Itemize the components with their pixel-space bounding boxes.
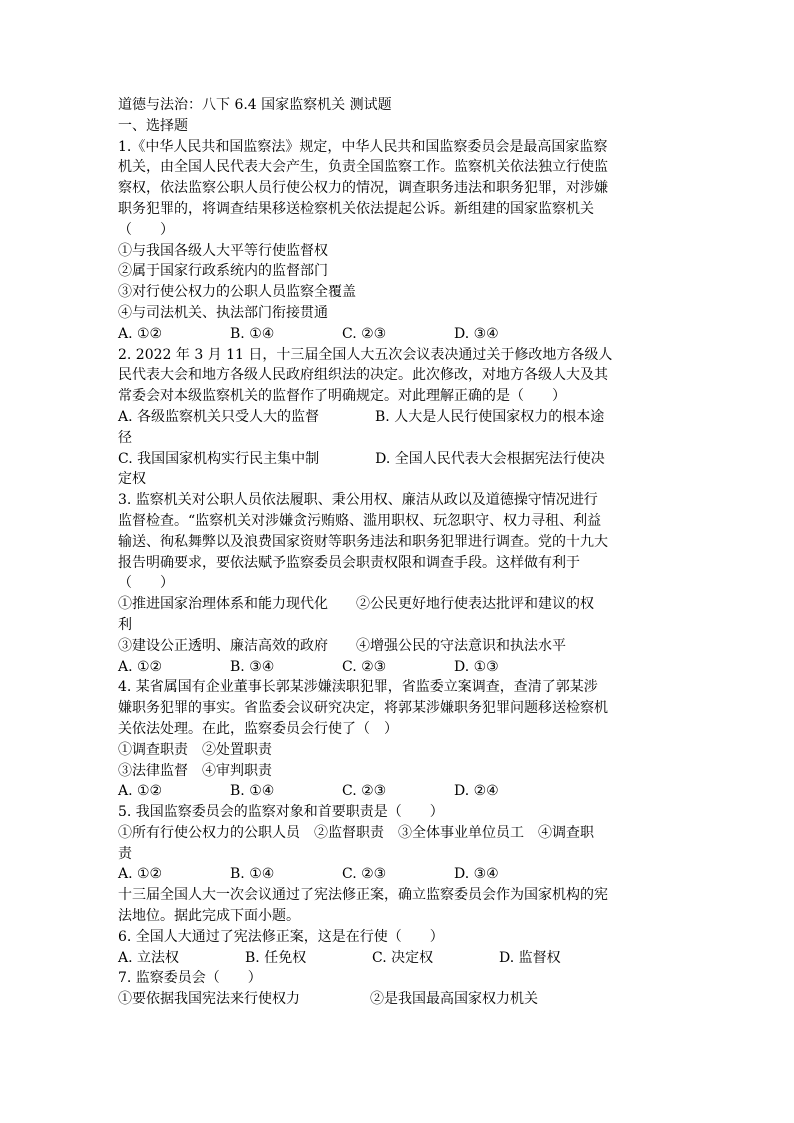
choice-c[interactable]: C. ②③ bbox=[342, 783, 387, 800]
question-text: 常委会对本级监察机关的监督作了明确规定。对此理解正确的是（ ） bbox=[118, 388, 566, 405]
exam-page bbox=[118, 95, 684, 1010]
choice-line[interactable]: 径 bbox=[118, 429, 132, 446]
statement-item: ①推进国家治理体系和能力现代化 ②公民更好地行使表达批评和建议的权 bbox=[118, 596, 594, 613]
answer-choices bbox=[118, 781, 684, 802]
choice-d[interactable]: D. ②④ bbox=[454, 783, 499, 800]
choice-a[interactable]: A. ①② bbox=[118, 866, 163, 883]
choice-b[interactable]: B. ③④ bbox=[230, 658, 275, 675]
statement-item: ①与我国各级人大平等行使监督权 bbox=[118, 242, 328, 259]
answer-choices bbox=[118, 948, 684, 969]
answer-blank: （ ） bbox=[118, 221, 174, 238]
question-text: 输送、徇私舞弊以及浪费国家资财等职务违法和职务犯罪进行调查。党的十九大 bbox=[118, 533, 608, 550]
choice-c[interactable]: C. ②③ bbox=[342, 325, 387, 342]
question-5 bbox=[118, 802, 684, 885]
choice-b[interactable]: B. 任免权 bbox=[245, 949, 307, 966]
statement-item: 利 bbox=[118, 616, 132, 633]
question-text: 民代表大会和地方各级人民政府组织法的决定。此次修改，对地方各级人大及其 bbox=[118, 367, 608, 384]
question-7 bbox=[118, 968, 684, 1010]
choice-d[interactable]: D. ③④ bbox=[454, 325, 499, 342]
question-text: 1.《中华人民共和国监察法》规定，中华人民共和国监察委员会是最高国家监察 bbox=[118, 138, 608, 155]
question-text: 机关，由全国人民代表大会产生，负责全国监察工作。监察机关依法独立行使监 bbox=[118, 159, 608, 176]
question-text: 报告明确要求，要依法赋予监察委员会职责权限和调查手段。这样做有利于 bbox=[118, 554, 580, 571]
question-1 bbox=[118, 137, 684, 345]
statement-item: ①所有行使公权力的公职人员 ②监督职责 ③全体事业单位员工 ④调查职 bbox=[118, 824, 594, 841]
choice-d[interactable]: D. ①③ bbox=[454, 658, 499, 675]
statement-item: ②属于国家行政系统内的监督部门 bbox=[118, 263, 328, 280]
choice-c[interactable]: C. ②③ bbox=[342, 658, 387, 675]
choice-d[interactable]: D. ③④ bbox=[454, 866, 499, 883]
statement-item: ④与司法机关、执法部门衔接贯通 bbox=[118, 304, 328, 321]
choice-line[interactable]: C. 我国国家机构实行民主集中制 D. 全国人民代表大会根据宪法行使决 bbox=[118, 450, 605, 467]
question-4 bbox=[118, 677, 684, 802]
answer-blank: （ ） bbox=[118, 575, 174, 592]
choice-a[interactable]: A. 立法权 bbox=[118, 949, 180, 966]
choice-d[interactable]: D. 监督权 bbox=[499, 949, 561, 966]
statement-item: 责 bbox=[118, 845, 132, 862]
question-6 bbox=[118, 927, 684, 969]
choice-b[interactable]: B. ①④ bbox=[230, 866, 275, 883]
choice-a[interactable]: A. ①② bbox=[118, 325, 163, 342]
doc-title: 道德与法治：八下 6.4 国家监察机关 测试题 bbox=[118, 97, 392, 113]
question-text: 4. 某省属国有企业董事长郭某涉嫌渎职犯罪，省监委立案调查，查清了郭某涉 bbox=[118, 679, 598, 696]
statement-item: ①调查职责 ②处置职责 bbox=[118, 741, 272, 758]
statement-item: ①要依据我国宪法来行使权力 ②是我国最高国家权力机关 bbox=[118, 991, 538, 1008]
question-text: 监督检查。“监察机关对涉嫌贪污贿赂、滥用职权、玩忽职守、权力寻租、利益 bbox=[118, 512, 602, 529]
choice-line[interactable]: A. 各级监察机关只受人大的监督 B. 人大是人民行使国家权力的根本途 bbox=[118, 408, 605, 425]
answer-choices bbox=[118, 657, 684, 678]
statement-item: ③法律监督 ④审判职责 bbox=[118, 762, 272, 779]
material-text: 十三届全国人大一次会议通过了宪法修正案，确立监察委员会作为国家机构的宪 bbox=[118, 887, 608, 904]
section-heading: 一、选择题 bbox=[118, 117, 188, 134]
question-2 bbox=[118, 345, 684, 491]
choice-a[interactable]: A. ①② bbox=[118, 783, 163, 800]
question-text: 6. 全国人大通过了宪法修正案，这是在行使（ ） bbox=[118, 928, 444, 945]
question-3 bbox=[118, 490, 684, 677]
question-text: 5. 我国监察委员会的监察对象和首要职责是（ ） bbox=[118, 804, 444, 821]
choice-b[interactable]: B. ①④ bbox=[230, 325, 275, 342]
statement-item: ③对行使公权力的公职人员监察全覆盖 bbox=[118, 284, 356, 301]
choice-c[interactable]: C. 决定权 bbox=[372, 949, 434, 966]
question-text: 3. 监察机关对公职人员依法履职、秉公用权、廉洁从政以及道德操守情况进行 bbox=[118, 492, 598, 509]
choice-line[interactable]: 定权 bbox=[118, 471, 146, 488]
choice-c[interactable]: C. ②③ bbox=[342, 866, 387, 883]
question-text: 嫌职务犯罪的事实。省监委会议研究决定，将郭某涉嫌职务犯罪问题移送检察机 bbox=[118, 700, 608, 717]
choice-b[interactable]: B. ①④ bbox=[230, 783, 275, 800]
answer-choices bbox=[118, 324, 684, 345]
question-text: 察权，依法监察公职人员行使公权力的情况，调查职务违法和职务犯罪，对涉嫌 bbox=[118, 180, 608, 197]
statement-item: ③建设公正透明、廉洁高效的政府 ④增强公民的守法意识和执法水平 bbox=[118, 637, 566, 654]
question-text: 2. 2022 年 3 月 11 日，十三届全国人大五次会议表决通过关于修改地方各级人 bbox=[118, 346, 613, 363]
choice-a[interactable]: A. ①② bbox=[118, 658, 163, 675]
question-text: 7. 监察委员会（ ） bbox=[118, 970, 262, 987]
question-text: 关依法处理。在此，监察委员会行使了（ ） bbox=[118, 720, 398, 737]
answer-choices bbox=[118, 864, 684, 885]
material-text: 法地位。据此完成下面小题。 bbox=[118, 908, 300, 925]
question-text: 职务犯罪的，将调查结果移送检察机关依法提起公诉。新组建的国家监察机关 bbox=[118, 200, 594, 217]
